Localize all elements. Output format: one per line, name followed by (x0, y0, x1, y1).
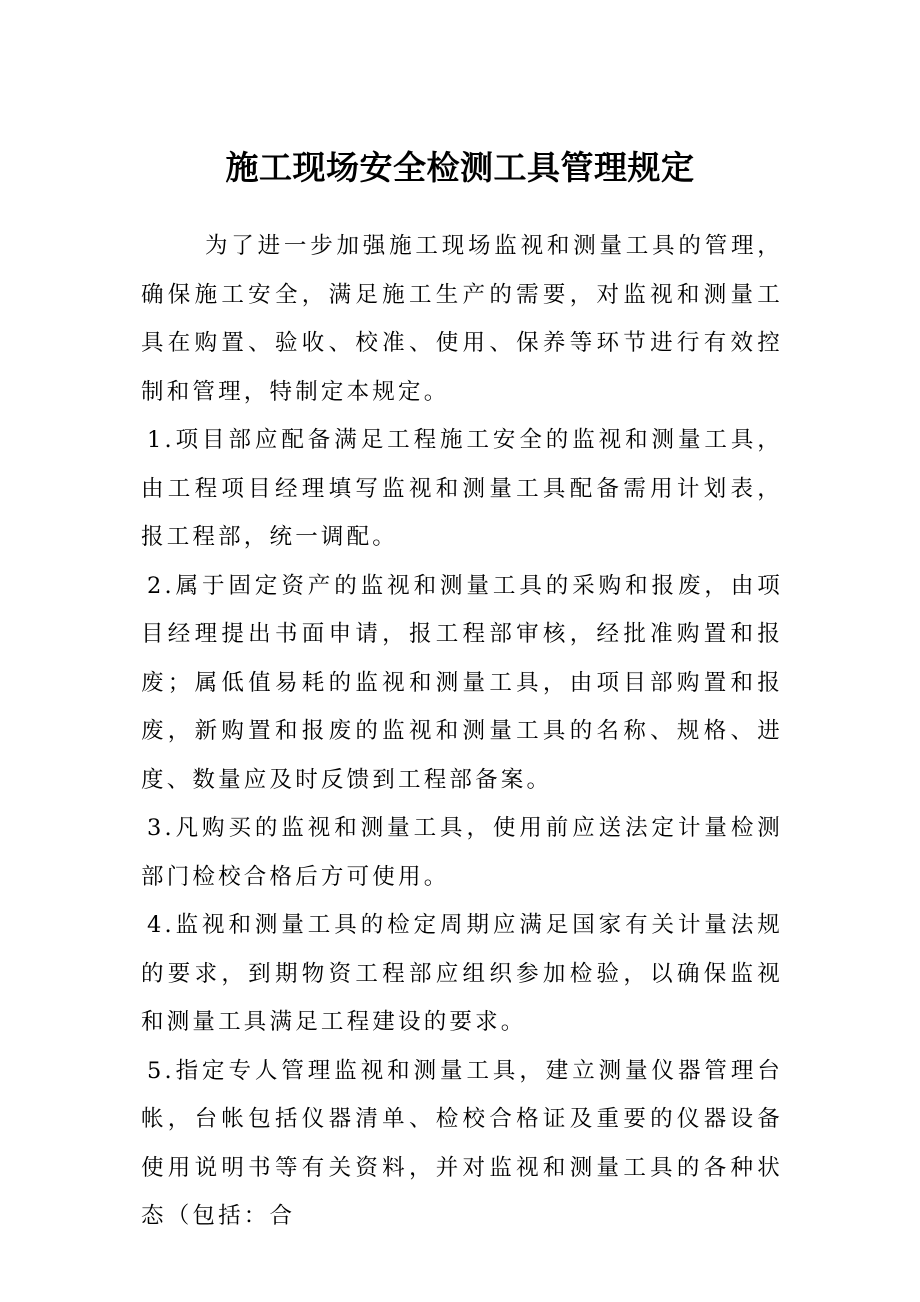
clause-2: 2.属于固定资产的监视和测量工具的采购和报废，由项目经理提出书面申请，报工程部审核，经批准购置和报废；属低值易耗的监视和测量工具，由项目部购置和报废，新购置和报废的监视和测量工具的名称、规格、进度、数量应及时反馈到工程部备案。 (141, 572, 783, 793)
document-title: 施工现场安全检测工具管理规定 (225, 148, 695, 187)
intro-paragraph: 为了进一步加强施工现场监视和测量工具的管理，确保施工安全，满足施工生产的需要，对监视和测量工具在购置、验收、校准、使用、保养等环节进行有效控制和管理，特制定本规定。 (141, 233, 783, 405)
clause-3: 3.凡购买的监视和测量工具，使用前应送法定计量检测部门检校合格后方可使用。 (141, 815, 783, 890)
clause-4: 4.监视和测量工具的检定周期应满足国家有关计量法规的要求，到期物资工程部应组织参加检验，以确保监视和测量工具满足工程建设的要求。 (141, 912, 783, 1035)
clause-5: 5.指定专人管理监视和测量工具，建立测量仪器管理台帐，台帐包括仪器清单、检校合格证及重要的仪器设备使用说明书等有关资料，并对监视和测量工具的各种状态（包括：合 (141, 1057, 783, 1229)
document-body (141, 222, 783, 1241)
clause-1: 1.项目部应配备满足工程施工安全的监视和测量工具，由工程项目经理填写监视和测量工具配备需用计划表，报工程部，统一调配。 (141, 427, 783, 550)
